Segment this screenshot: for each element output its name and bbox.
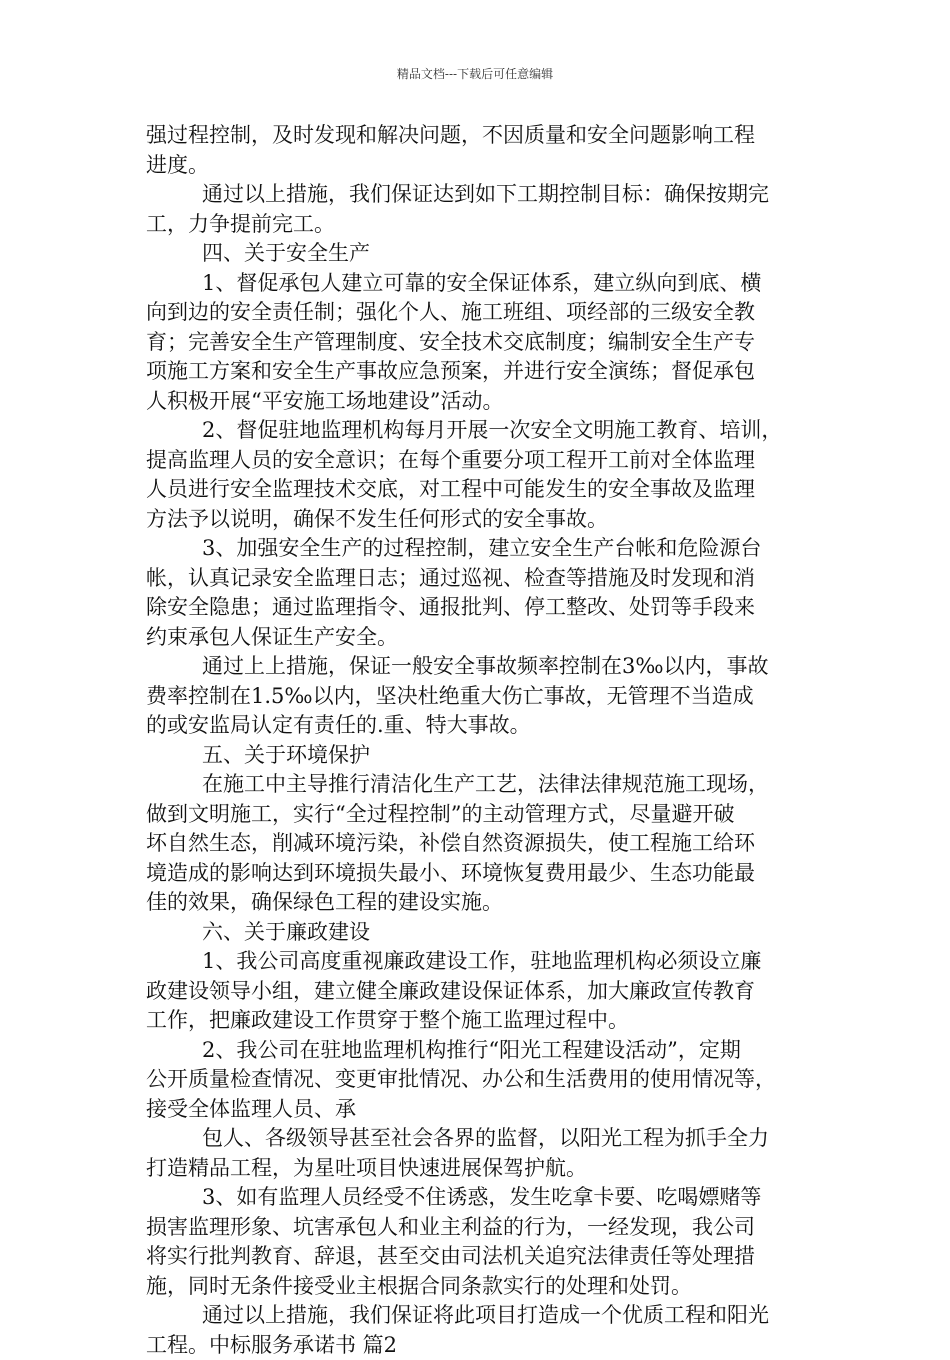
text-line: 打造精品工程，为星吐项目快速进展保驾护航。 bbox=[146, 1154, 816, 1184]
text-line: 佳的效果，确保绿色工程的建设实施。 bbox=[146, 888, 816, 918]
text-line: 公开质量检查情况、变更审批情况、办公和生活费用的使用情况等， bbox=[146, 1065, 816, 1095]
body-text bbox=[146, 121, 816, 1360]
text-line: 六、关于廉政建设 bbox=[146, 918, 816, 948]
text-line: 通过上上措施，保证一般安全事故频率控制在3‰以内，事故 bbox=[146, 652, 816, 682]
text-line: 强过程控制，及时发现和解决问题，不因质量和安全问题影响工程 bbox=[146, 121, 816, 151]
text-line: 四、关于安全生产 bbox=[146, 239, 816, 269]
text-line: 进度。 bbox=[146, 151, 816, 181]
text-line: 五、关于环境保护 bbox=[146, 741, 816, 771]
text-line: 接受全体监理人员、承 bbox=[146, 1095, 816, 1125]
text-line: 项施工方案和安全生产事故应急预案，并进行安全演练；督促承包 bbox=[146, 357, 816, 387]
text-line: 在施工中主导推行清洁化生产工艺，法律法律规范施工现场， bbox=[146, 770, 816, 800]
running-header: 精品文档---下载后可任意编辑 bbox=[0, 66, 950, 82]
text-line: 做到文明施工，实行“全过程控制”的主动管理方式，尽量避开破 bbox=[146, 800, 816, 830]
text-line: 2、我公司在驻地监理机构推行“阳光工程建设活动”，定期 bbox=[146, 1036, 816, 1066]
text-line: 工程。中标服务承诺书 篇2 bbox=[146, 1331, 816, 1360]
text-line: 损害监理形象、坑害承包人和业主利益的行为，一经发现，我公司 bbox=[146, 1213, 816, 1243]
text-line: 约束承包人保证生产安全。 bbox=[146, 623, 816, 653]
text-line: 境造成的影响达到环境损失最小、环境恢复费用最少、生态功能最 bbox=[146, 859, 816, 889]
text-line: 包人、各级领导甚至社会各界的监督，以阳光工程为抓手全力 bbox=[146, 1124, 816, 1154]
text-line: 2、督促驻地监理机构每月开展一次安全文明施工教育、培训， bbox=[146, 416, 816, 446]
text-line: 施，同时无条件接受业主根据合同条款实行的处理和处罚。 bbox=[146, 1272, 816, 1302]
text-line: 3、如有监理人员经受不住诱惑，发生吃拿卡要、吃喝嫖赌等 bbox=[146, 1183, 816, 1213]
text-line: 方法予以说明，确保不发生任何形式的安全事故。 bbox=[146, 505, 816, 535]
text-line: 3、加强安全生产的过程控制，建立安全生产台帐和危险源台 bbox=[146, 534, 816, 564]
text-line: 工，力争提前完工。 bbox=[146, 210, 816, 240]
text-line: 通过以上措施，我们保证将此项目打造成一个优质工程和阳光 bbox=[146, 1301, 816, 1331]
text-line: 1、我公司高度重视廉政建设工作，驻地监理机构必须设立廉 bbox=[146, 947, 816, 977]
text-line: 通过以上措施，我们保证达到如下工期控制目标：确保按期完 bbox=[146, 180, 816, 210]
text-line: 政建设领导小组，建立健全廉政建设保证体系，加大廉政宣传教育 bbox=[146, 977, 816, 1007]
text-line: 1、督促承包人建立可靠的安全保证体系，建立纵向到底、横 bbox=[146, 269, 816, 299]
text-line: 费率控制在1.5‰以内，坚决杜绝重大伤亡事故，无管理不当造成 bbox=[146, 682, 816, 712]
text-line: 坏自然生态，削减环境污染，补偿自然资源损失，使工程施工给环 bbox=[146, 829, 816, 859]
text-line: 除安全隐患；通过监理指令、通报批判、停工整改、处罚等手段来 bbox=[146, 593, 816, 623]
text-line: 人积极开展“平安施工场地建设”活动。 bbox=[146, 387, 816, 417]
text-line: 育；完善安全生产管理制度、安全技术交底制度；编制安全生产专 bbox=[146, 328, 816, 358]
text-line: 向到边的安全责任制；强化个人、施工班组、项经部的三级安全教 bbox=[146, 298, 816, 328]
text-line: 提高监理人员的安全意识；在每个重要分项工程开工前对全体监理 bbox=[146, 446, 816, 476]
text-line: 将实行批判教育、辞退，甚至交由司法机关追究法律责任等处理措 bbox=[146, 1242, 816, 1272]
text-line: 帐，认真记录安全监理日志；通过巡视、检查等措施及时发现和消 bbox=[146, 564, 816, 594]
text-line: 的或安监局认定有责任的.重、特大事故。 bbox=[146, 711, 816, 741]
text-line: 工作，把廉政建设工作贯穿于整个施工监理过程中。 bbox=[146, 1006, 816, 1036]
text-line: 人员进行安全监理技术交底，对工程中可能发生的安全事故及监理 bbox=[146, 475, 816, 505]
